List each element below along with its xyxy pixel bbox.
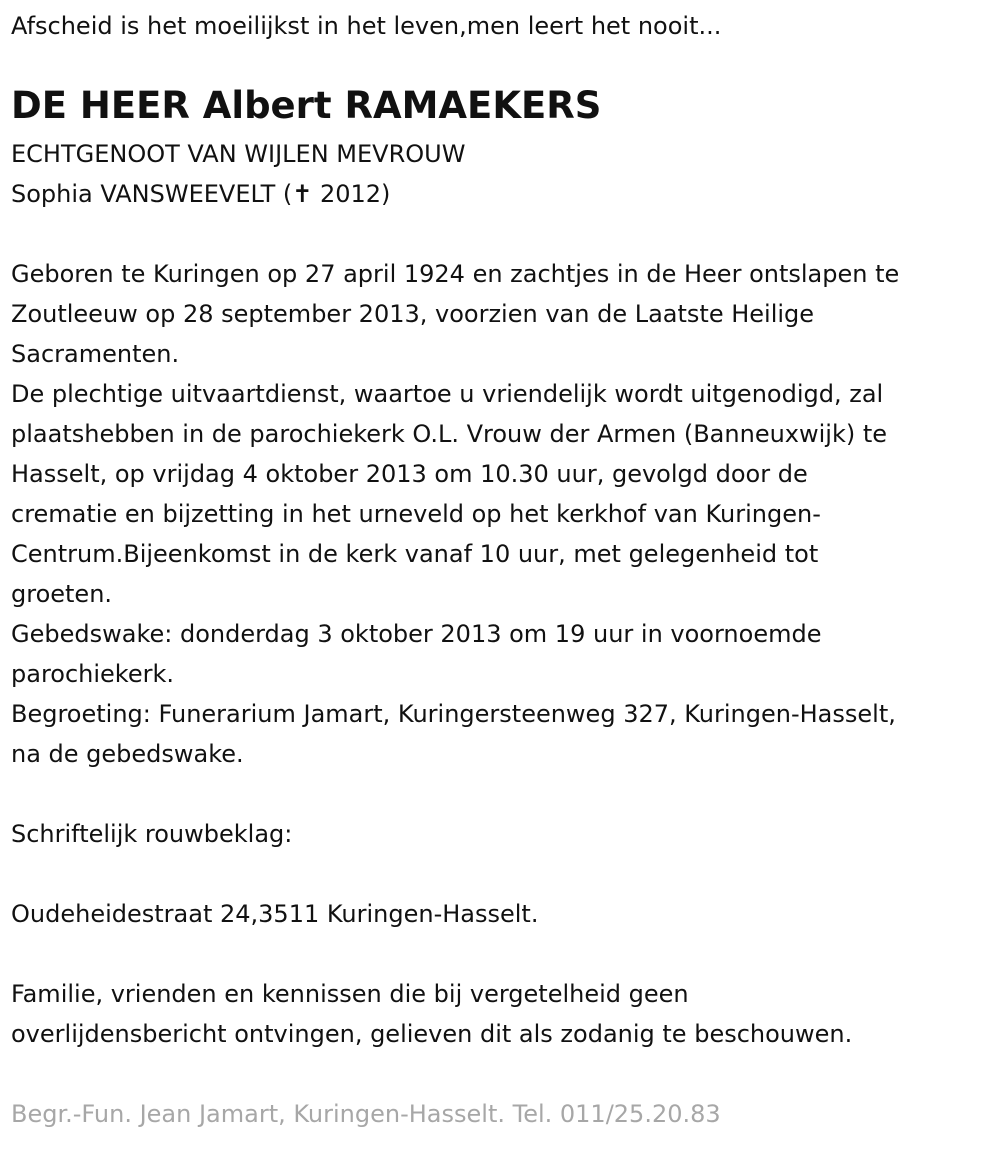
biography-line: parochiekerk. [11, 660, 175, 688]
spouse-info [11, 134, 465, 214]
biography-line: groeten. [11, 580, 113, 608]
biography-line: Zoutleeuw op 28 september 2013, voorzien van de Laatste Heilige [11, 300, 815, 328]
biography-line: crematie en bijzetting in het urneveld op het kerkhof van Kuringen- [11, 500, 821, 528]
condolences-address: Oudeheidestraat 24,3511 Kuringen-Hasselt. [11, 900, 539, 928]
biography-line: plaatshebben in de parochiekerk O.L. Vrouw der Armen (Banneuxwijk) te [11, 420, 888, 448]
condolences-label: Schriftelijk rouwbeklag: [11, 820, 293, 848]
biography-line: De plechtige uitvaartdienst, waartoe u vriendelijk wordt uitgenodigd, zal [11, 380, 884, 408]
family-note [11, 974, 852, 1054]
biography-line: Sacramenten. [11, 340, 180, 368]
biography-line: na de gebedswake. [11, 740, 244, 768]
biography-line: Begroeting: Funerarium Jamart, Kuringersteenweg 327, Kuringen-Hasselt, [11, 700, 896, 728]
biography-line: Centrum.Bijeenkomst in de kerk vanaf 10 uur, met gelegenheid tot [11, 540, 819, 568]
spouse-line-2: Sophia VANSWEEVELT (✝ 2012) [11, 180, 391, 208]
undertaker-credit: Begr.-Fun. Jean Jamart, Kuringen-Hasselt. Tel. 011/25.20.83 [11, 1100, 721, 1128]
biography-line: Gebedswake: donderdag 3 oktober 2013 om 19 uur in voornoemde [11, 620, 822, 648]
family-note-line: Familie, vrienden en kennissen die bij vergetelheid geen [11, 980, 689, 1008]
biography-line: Hasselt, op vrijdag 4 oktober 2013 om 10.30 uur, gevolgd door de [11, 460, 808, 488]
opening-quote: Afscheid is het moeilijkst in het leven,men leert het nooit... [11, 12, 722, 40]
spouse-line-1: ECHTGENOOT VAN WIJLEN MEVROUW [11, 140, 466, 168]
biography-text [11, 254, 899, 774]
deceased-name: DE HEER Albert RAMAEKERS [11, 84, 602, 127]
family-note-line: overlijdensbericht ontvingen, gelieven dit als zodanig te beschouwen. [11, 1020, 853, 1048]
biography-line: Geboren te Kuringen op 27 april 1924 en zachtjes in de Heer ontslapen te [11, 260, 900, 288]
